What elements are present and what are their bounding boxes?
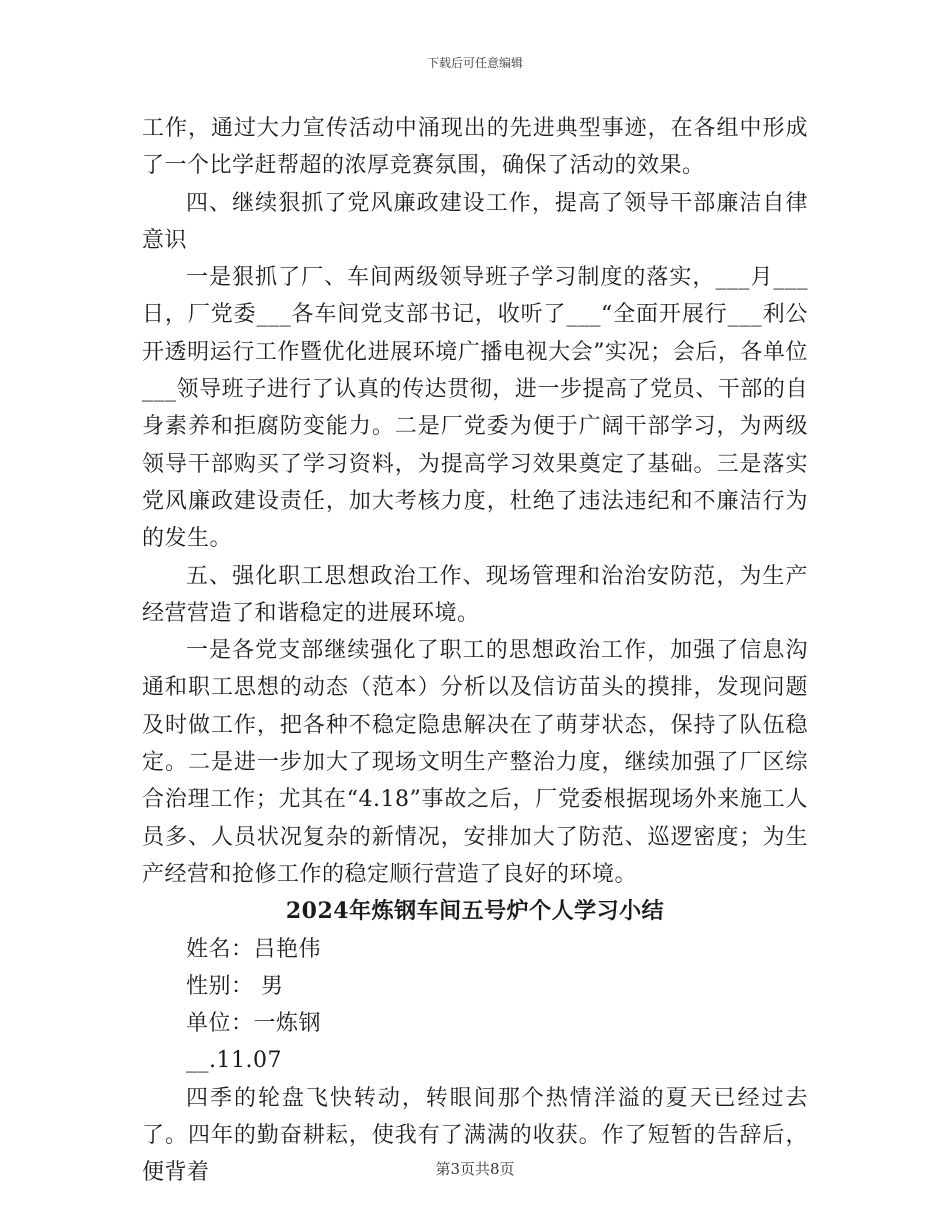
field-gender: 性别： 男 [186, 973, 284, 999]
section-heading: 四、继续狠抓了党风廉政建设工作，提高了领导干部廉洁自律意识 [142, 190, 808, 253]
document-title: 2024年炼钢车间五号炉个人学习小结 [285, 898, 665, 925]
page-footer: 第3页共8页 [435, 1160, 515, 1178]
field-unit: 单位：一炼钢 [186, 1011, 322, 1037]
section-heading: 五、强化职工思想政治工作、现场管理和治治安防范，为生产经营营造了和谐稳定的进展环境。 [142, 563, 808, 626]
paragraph: 工作，通过大力宣传活动中涌现出的先进典型事迹，在各组中形成了一个比学赶帮超的浓厚竞赛氛围，确保了活动的效果。 [142, 116, 808, 179]
document-body [142, 110, 808, 1192]
paragraph: 一是狠抓了厂、车间两级领导班子学习制度的落实，___月___日，厂党委___各车间党支部书记，收听了___“全面开展行___利公开透明运行工作暨优化进展环境广播电视大会”实况；会后，各单位___领导班子进行了认真的传达贯彻，进一步提高了党员、干部的自身素养和拒腐防变能力。二是厂党委为便于广阔干部学习，为两级领导干部购买了学习资料，为提高学习效果奠定了基础。三是落实党风廉政建设责任，加大考核力度，杜绝了违法违纪和不廉洁行为的发生。 [142, 265, 808, 552]
paragraph: 四季的轮盘飞快转动，转眼间那个热情洋溢的夏天已经过去了。四年的勤奋耕耘，使我有了满满的收获。作了短暂的告辞后，便背着 [142, 1085, 808, 1186]
page-header: 下载后可任意编辑 [426, 56, 523, 70]
field-name: 姓名：吕艳伟 [186, 936, 322, 962]
paragraph: 一是各党支部继续强化了职工的思想政治工作，加强了信息沟通和职工思想的动态（范本）分析以及信访苗头的摸排，发现问题及时做工作，把各种不稳定隐患解决在了萌芽状态，保持了队伍稳定。二是进一步加大了现场文明生产整治力度，继续加强了厂区综合治理工作；尤其在“4.18”事故之后，厂党委根据现场外来施工人员多、人员状况复杂的新情况，安排加大了防范、巡逻密度；为生产经营和抢修工作的稳定顺行营造了良好的环境。 [142, 638, 808, 887]
field-date: __.11.07 [186, 1048, 282, 1074]
